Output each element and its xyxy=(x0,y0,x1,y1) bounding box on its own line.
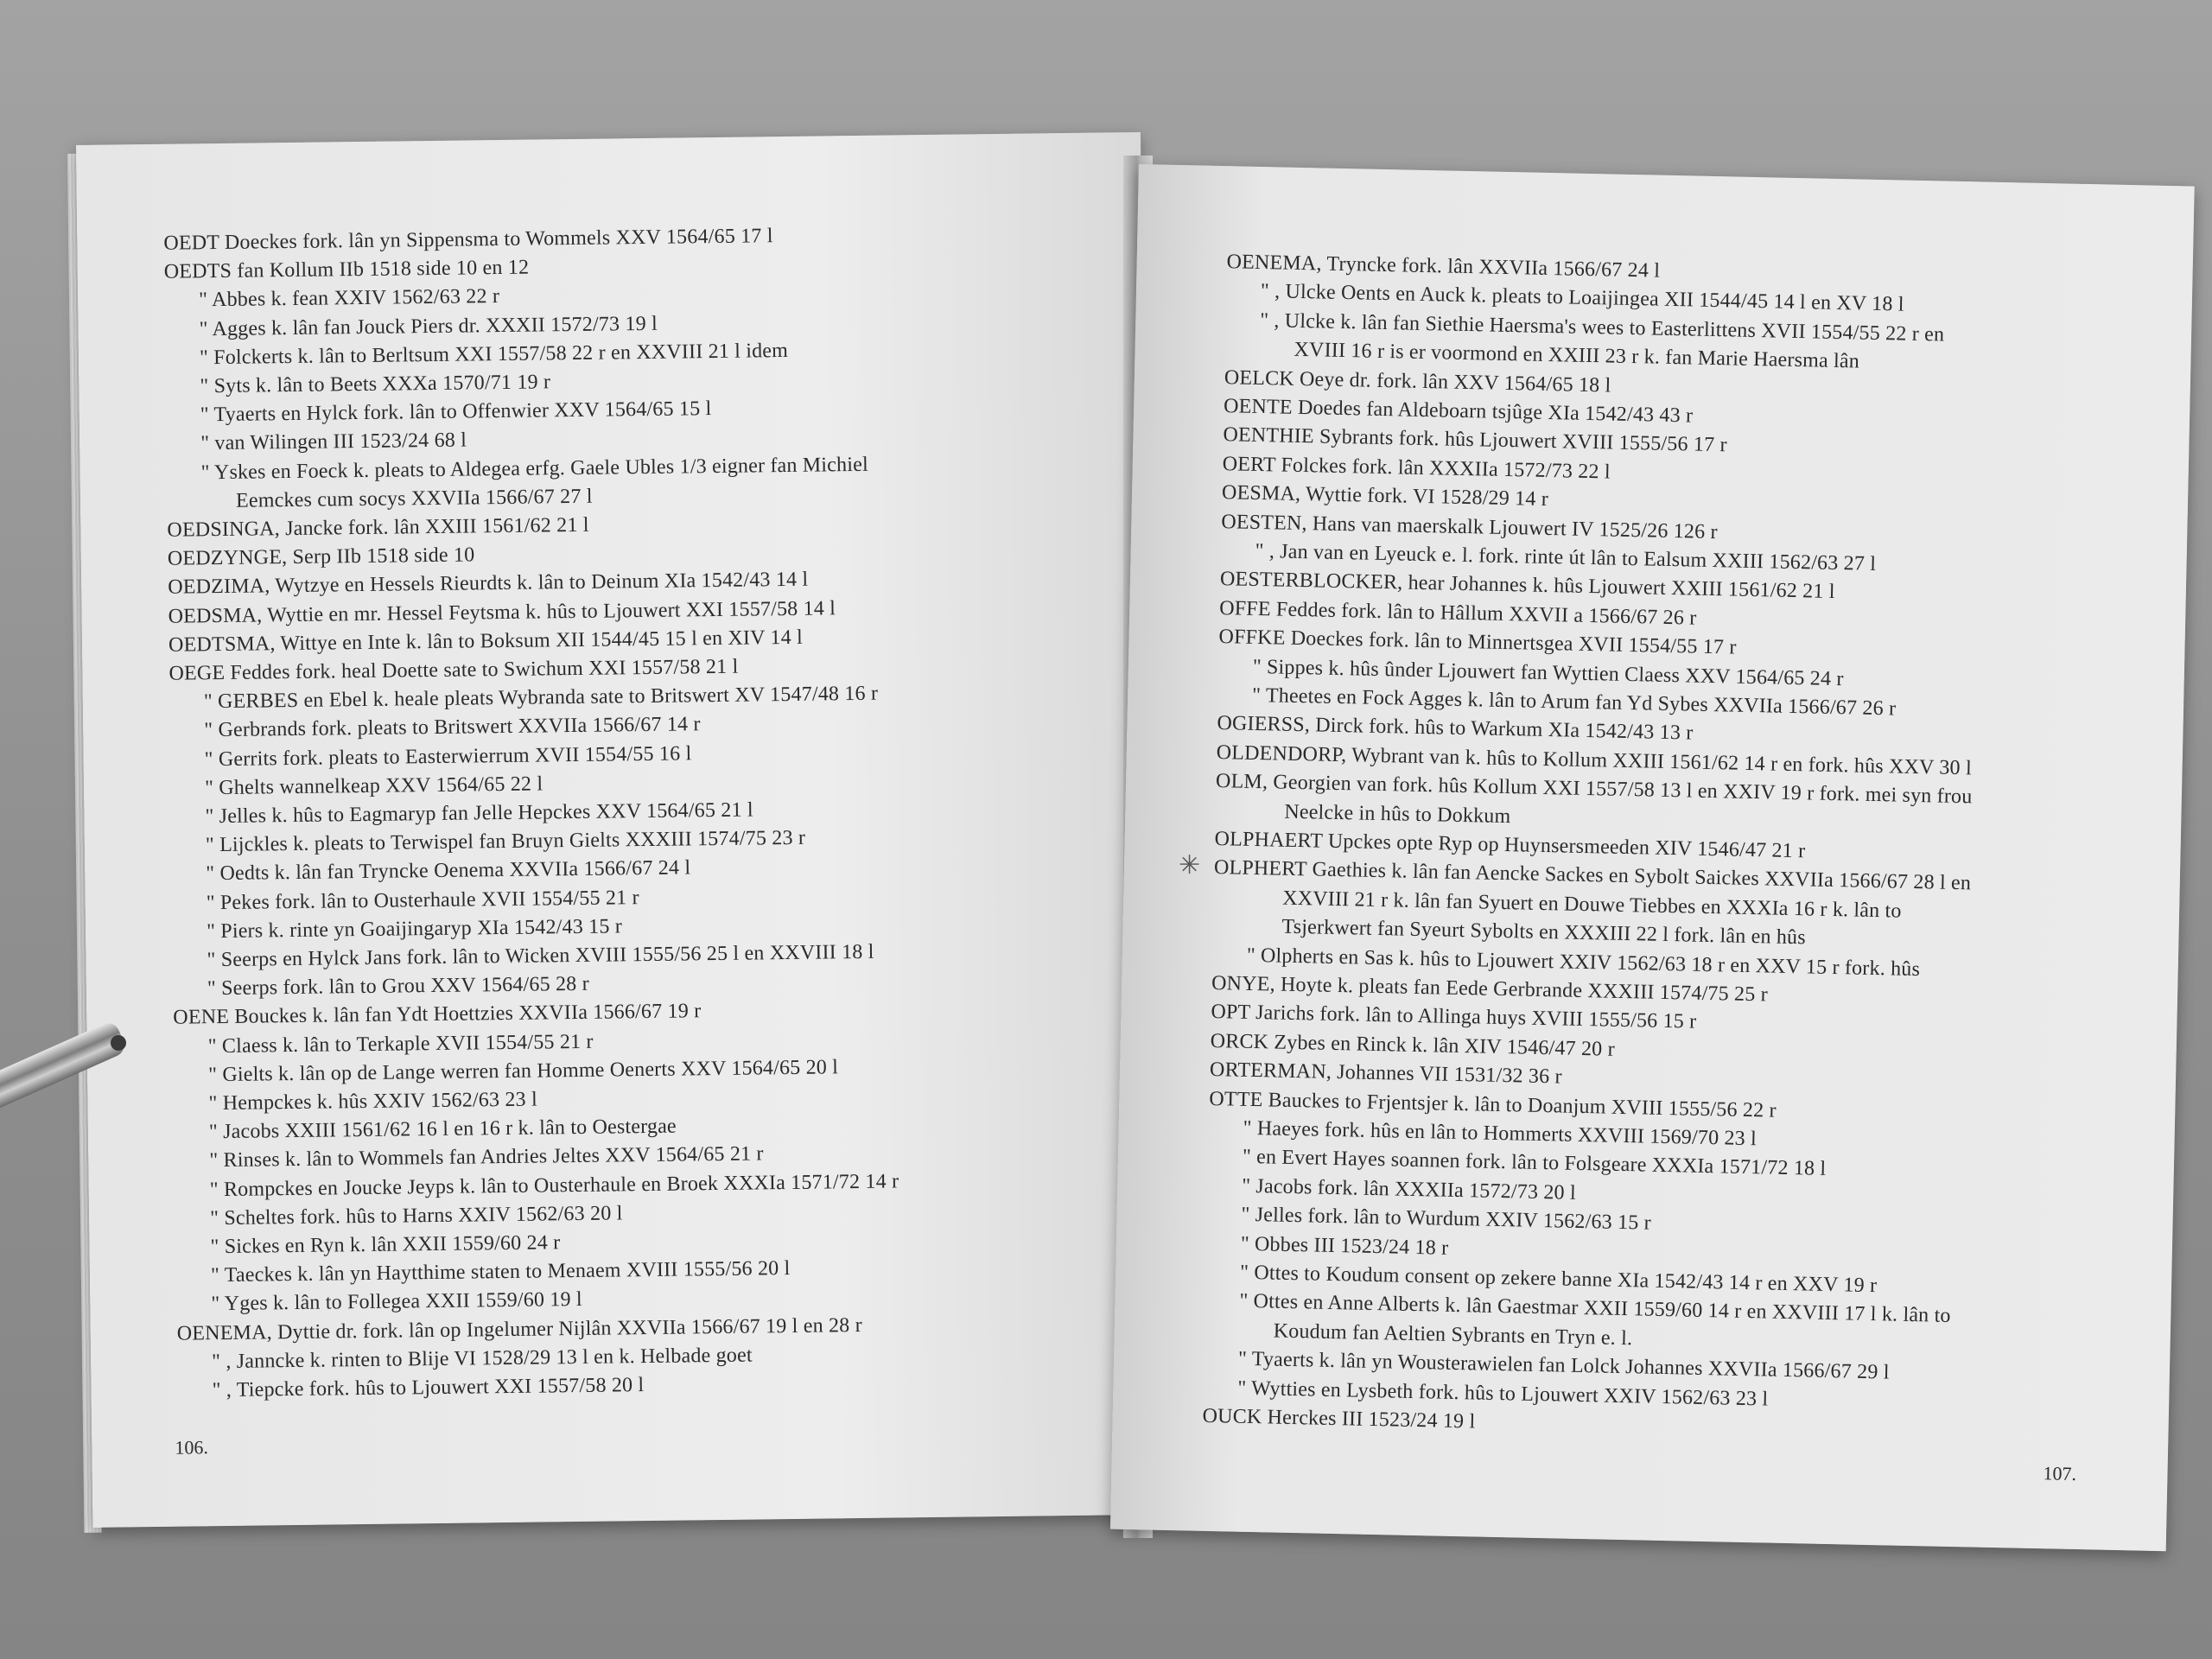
text-line: ORTERMAN, Johannes VII 1531/32 36 r xyxy=(1209,1058,1563,1089)
asterisk-mark: ✳ xyxy=(1179,851,1201,880)
text-line: " Seerps fork. lân to Grou XXV 1564/65 28 r xyxy=(207,973,589,1001)
text-line: " Rompckes en Joucke Jeyps k. lân to Ousterhaule en Broek XXXIa 1571/72 14 r xyxy=(209,1170,899,1201)
text-line: " Abbes k. fean XXIV 1562/63 22 r xyxy=(199,285,500,312)
text-line: OEDT Doeckes fork. lân yn Sippensma to Wommels XXV 1564/65 17 l xyxy=(163,225,773,255)
text-line: " Haeyes fork. hûs en lân to Hommerts XXVIII 1569/70 23 l xyxy=(1243,1116,1758,1151)
text-line: Eemckes cum socys XXVIIa 1566/67 27 l xyxy=(235,485,593,512)
text-line: OESMA, Wyttie fork. VI 1528/29 14 r xyxy=(1221,481,1549,512)
text-line: " Scheltes fork. hûs to Harns XXIV 1562/63 20 l xyxy=(210,1202,623,1230)
left-page xyxy=(76,132,1157,1528)
text-line: " Wytties en Lysbeth fork. hûs to Ljouwert XXIV 1562/63 23 l xyxy=(1237,1376,1769,1411)
text-line: " , Tiepcke fork. hûs to Ljouwert XXI 1557/58 20 l xyxy=(212,1374,645,1402)
text-line: OENEMA, Tryncke fork. lân XXVIIa 1566/67 24 l xyxy=(1226,251,1661,283)
text-line: " Gerbrands fork. pleats to Britswert XXVIIa 1566/67 14 r xyxy=(204,713,701,742)
text-line: " Hempckes k. hûs XXIV 1562/63 23 l xyxy=(208,1088,538,1116)
page-number-left: 106. xyxy=(175,1436,209,1459)
text-line: " Ottes en Anne Alberts k. lân Gaestmar XXII 1559/60 14 r en XXVIII 17 l k. lân to xyxy=(1239,1290,1951,1328)
right-page xyxy=(1110,164,2195,1551)
text-line: " Lijckles k. pleats to Terwispel fan Bruyn Gielts XXXIII 1574/75 23 r xyxy=(205,826,806,857)
text-line: " Rinses k. lân to Wommels fan Andries Jeltes XXV 1564/65 21 r xyxy=(209,1142,764,1173)
text-line: OLDENDORP, Wybrant van k. hûs to Kollum XXIII 1561/62 14 r en fork. hûs XXV 30 l xyxy=(1216,741,1973,780)
text-line: " Pekes fork. lân to Ousterhaule XVII 1554/55 21 r xyxy=(206,886,639,914)
text-line: OLPHAERT Upckes opte Ryp op Huynsersmeeden XIV 1546/47 21 r xyxy=(1214,828,1806,863)
text-line: " Jelles k. hûs to Eagmaryp fan Jelle Hepckes XXV 1564/65 21 l xyxy=(205,798,753,829)
text-line: " , Janncke k. rinten to Blije VI 1528/29 13 l en k. Helbade goet xyxy=(212,1344,753,1373)
text-line: OPT Jarichs fork. lân to Allinga huys XVIII 1555/56 15 r xyxy=(1211,1001,1697,1034)
text-line: " Theetes en Fock Agges k. lân to Arum fan Yd Sybes XXVIIa 1566/67 26 r xyxy=(1251,683,1897,721)
text-line: " Yskes en Foeck k. pleats to Aldegea erfg. Gaele Ubles 1/3 eigner fan Michiel xyxy=(200,453,869,484)
text-line: OEDTSMA, Wittye en Inte k. lân to Boksum XII 1544/45 15 l en XIV 14 l xyxy=(168,626,804,657)
text-line: XXVIII 21 r k. lân fan Syuert en Douwe Tiebbes en XXXIa 16 r k. lân to xyxy=(1281,887,1902,923)
text-line: " Yges k. lân to Follegea XXII 1559/60 19 l xyxy=(211,1288,582,1316)
text-line: OELCK Oeye dr. fork. lân XXV 1564/65 18 l xyxy=(1224,365,1611,397)
text-line: Tsjerkwert fan Syeurt Sybolts en XXXIII 22 l fork. lân en hûs xyxy=(1281,915,1807,950)
text-line: OEDZYNGE, Serp IIb 1518 side 10 xyxy=(167,543,475,570)
text-line: " Tyaerts en Hylck fork. lân to Offenwier XXV 1564/65 15 l xyxy=(200,397,712,427)
text-line: OENE Bouckes k. lân fan Ydt Hoettzies XXVIIa 1566/67 19 r xyxy=(173,1000,702,1030)
text-line: " GERBES en Ebel k. heale pleats Wybranda sate to Britswert XV 1547/48 16 r xyxy=(203,682,879,714)
text-line: OEDSINGA, Jancke fork. lân XXIII 1561/62 21 l xyxy=(167,513,589,542)
page-number-right: 107. xyxy=(2043,1462,2077,1485)
text-line: " Agges k. lân fan Jouck Piers dr. XXXII 1572/73 19 l xyxy=(199,312,658,340)
text-line: OEGE Feddes fork. heal Doette sate to Swichum XXI 1557/58 21 l xyxy=(168,655,739,685)
text-line: " Olpherts en Sas k. hûs to Ljouwert XXIV 1562/63 18 r en XXV 15 r fork. hûs xyxy=(1246,944,1921,981)
text-line: OLM, Georgien van fork. hûs Kollum XXI 1557/58 13 l en XXIV 19 r fork. mei syn frou xyxy=(1215,770,1973,809)
text-line: " Piers k. rinte yn Goaijingaryp XIa 1542/43 15 r xyxy=(206,915,623,944)
text-line: " Jelles fork. lân to Wurdum XXIV 1562/63 15 r xyxy=(1241,1203,1652,1235)
text-line: OFFE Feddes fork. lân to Hâllum XXVII a 1566/67 26 r xyxy=(1218,596,1697,630)
pen-tip xyxy=(111,1035,126,1051)
text-line: OEDZIMA, Wytzye en Hessels Rieurdts k. lân to Deinum XIa 1542/43 14 l xyxy=(168,569,809,600)
text-line: " , Ulcke Oents en Auck k. pleats to Loaijingea XII 1544/45 14 l en XV 18 l xyxy=(1260,280,1904,316)
text-line: OESTEN, Hans van maerskalk Ljouwert IV 1525/26 126 r xyxy=(1221,510,1719,543)
text-line: OENTHIE Sybrants fork. hûs Ljouwert XVIII 1555/56 17 r xyxy=(1223,423,1727,457)
text-line: " Ottes to Koudum consent op zekere banne XIa 1542/43 14 r en XXV 19 r xyxy=(1239,1261,1878,1298)
text-line: OGIERSS, Dirck fork. hûs to Warkum XIa 1542/43 13 r xyxy=(1217,712,1694,745)
text-line: ONYE, Hoyte k. pleats fan Eede Gerbrande XXXIII 1574/75 25 r xyxy=(1211,971,1769,1007)
text-line: XVIII 16 r is er voormond en XXIII 23 r k. fan Marie Haersma lân xyxy=(1294,338,1860,373)
text-line: ORCK Zybes en Rinck k. lân XIV 1546/47 20 r xyxy=(1210,1029,1616,1061)
text-line: " Gerrits fork. pleats to Easterwierrum XVII 1554/55 16 l xyxy=(204,741,692,771)
text-line: " Claess k. lân to Terkaple XVII 1554/55 21 r xyxy=(207,1030,594,1058)
text-line: " Tyaerts k. lân yn Wousterawielen fan Lolck Johannes XXVIIa 1566/67 29 l xyxy=(1237,1347,1890,1384)
text-line: OFFKE Doeckes fork. lân to Minnertsgea XVII 1554/55 17 r xyxy=(1218,626,1737,659)
text-line: " van Wilingen III 1523/24 68 l xyxy=(200,429,467,455)
text-line: Neelcke in hûs to Dokkum xyxy=(1284,800,1511,828)
text-line: " Taeckes k. lân yn Haytthime staten to Menaem XVIII 1555/56 20 l xyxy=(210,1257,791,1287)
text-line: " Obbes III 1523/24 18 r xyxy=(1240,1232,1449,1260)
text-line: OENTE Doedes fan Aldeboarn tsjûge XIa 1542/43 43 r xyxy=(1223,395,1694,428)
text-line: OENEMA, Dyttie dr. fork. lân op Ingelumer Nijlân XXVIIa 1566/67 19 l en 28 r xyxy=(176,1313,862,1345)
text-line: " , Ulcke k. lân fan Siethie Haersma's wees to Easterlittens XVII 1554/55 22 r en xyxy=(1259,308,1945,346)
text-line: OESTERBLOCKER, hear Johannes k. hûs Ljouwert XXIII 1561/62 21 l xyxy=(1219,568,1835,604)
text-line: " Seerps en Hylck Jans fork. lân to Wicken XVIII 1555/56 25 l en XXVIII 18 l xyxy=(207,940,874,972)
text-line: OTTE Bauckes to Frjentsjer k. lân to Doanjum XVIII 1555/56 22 r xyxy=(1209,1087,1777,1122)
text-line: " Syts k. lân to Beets XXXa 1570/71 19 r xyxy=(200,371,551,398)
text-line: OEDTS fan Kollum IIb 1518 side 10 en 12 xyxy=(163,256,530,283)
text-line: " en Evert Hayes soannen fork. lân to Folsgeare XXXIa 1571/72 18 l xyxy=(1242,1146,1827,1181)
text-line: OUCK Herckes III 1523/24 19 l xyxy=(1202,1404,1476,1433)
text-line: OLPHERT Gaethies k. lân fan Aencke Sackes en Sybolt Saickes XXVIIa 1566/67 28 l en xyxy=(1213,856,1972,895)
text-line: " Jacobs fork. lân XXXIIa 1572/73 20 l xyxy=(1241,1174,1577,1205)
text-line: " Folckerts k. lân to Berltsum XXI 1557/58 22 r en XXVIII 21 l idem xyxy=(199,339,789,370)
text-line: " , Jan van en Lyeuck e. l. fork. rinte út lân to Ealsum XXIII 1562/63 27 l xyxy=(1255,539,1877,575)
text-line: " Oedts k. lân fan Tryncke Oenema XXVIIa 1566/67 24 l xyxy=(206,856,691,886)
text-line: Koudum fan Aeltien Sybrants en Tryn e. l. xyxy=(1273,1319,1633,1351)
text-line: OEDSMA, Wyttie en mr. Hessel Feytsma k. hûs to Ljouwert XXI 1557/58 14 l xyxy=(168,596,836,628)
text-line: OERT Folckes fork. lân XXXIIa 1572/73 22 l xyxy=(1222,452,1611,484)
text-line: " Sippes k. hûs ûnder Ljouwert fan Wyttien Claess XXV 1564/65 24 r xyxy=(1252,655,1844,690)
text-line: " Ghelts wannelkeap XXV 1564/65 22 l xyxy=(204,772,543,800)
text-line: " Jacobs XXIII 1561/62 16 l en 16 r k. lân to Oestergae xyxy=(208,1115,677,1144)
text-line: " Sickes en Ryn k. lân XXII 1559/60 24 r xyxy=(210,1231,561,1259)
text-line: " Gielts k. lân op de Lange werren fan Homme Oenerts XXV 1564/65 20 l xyxy=(207,1056,839,1087)
